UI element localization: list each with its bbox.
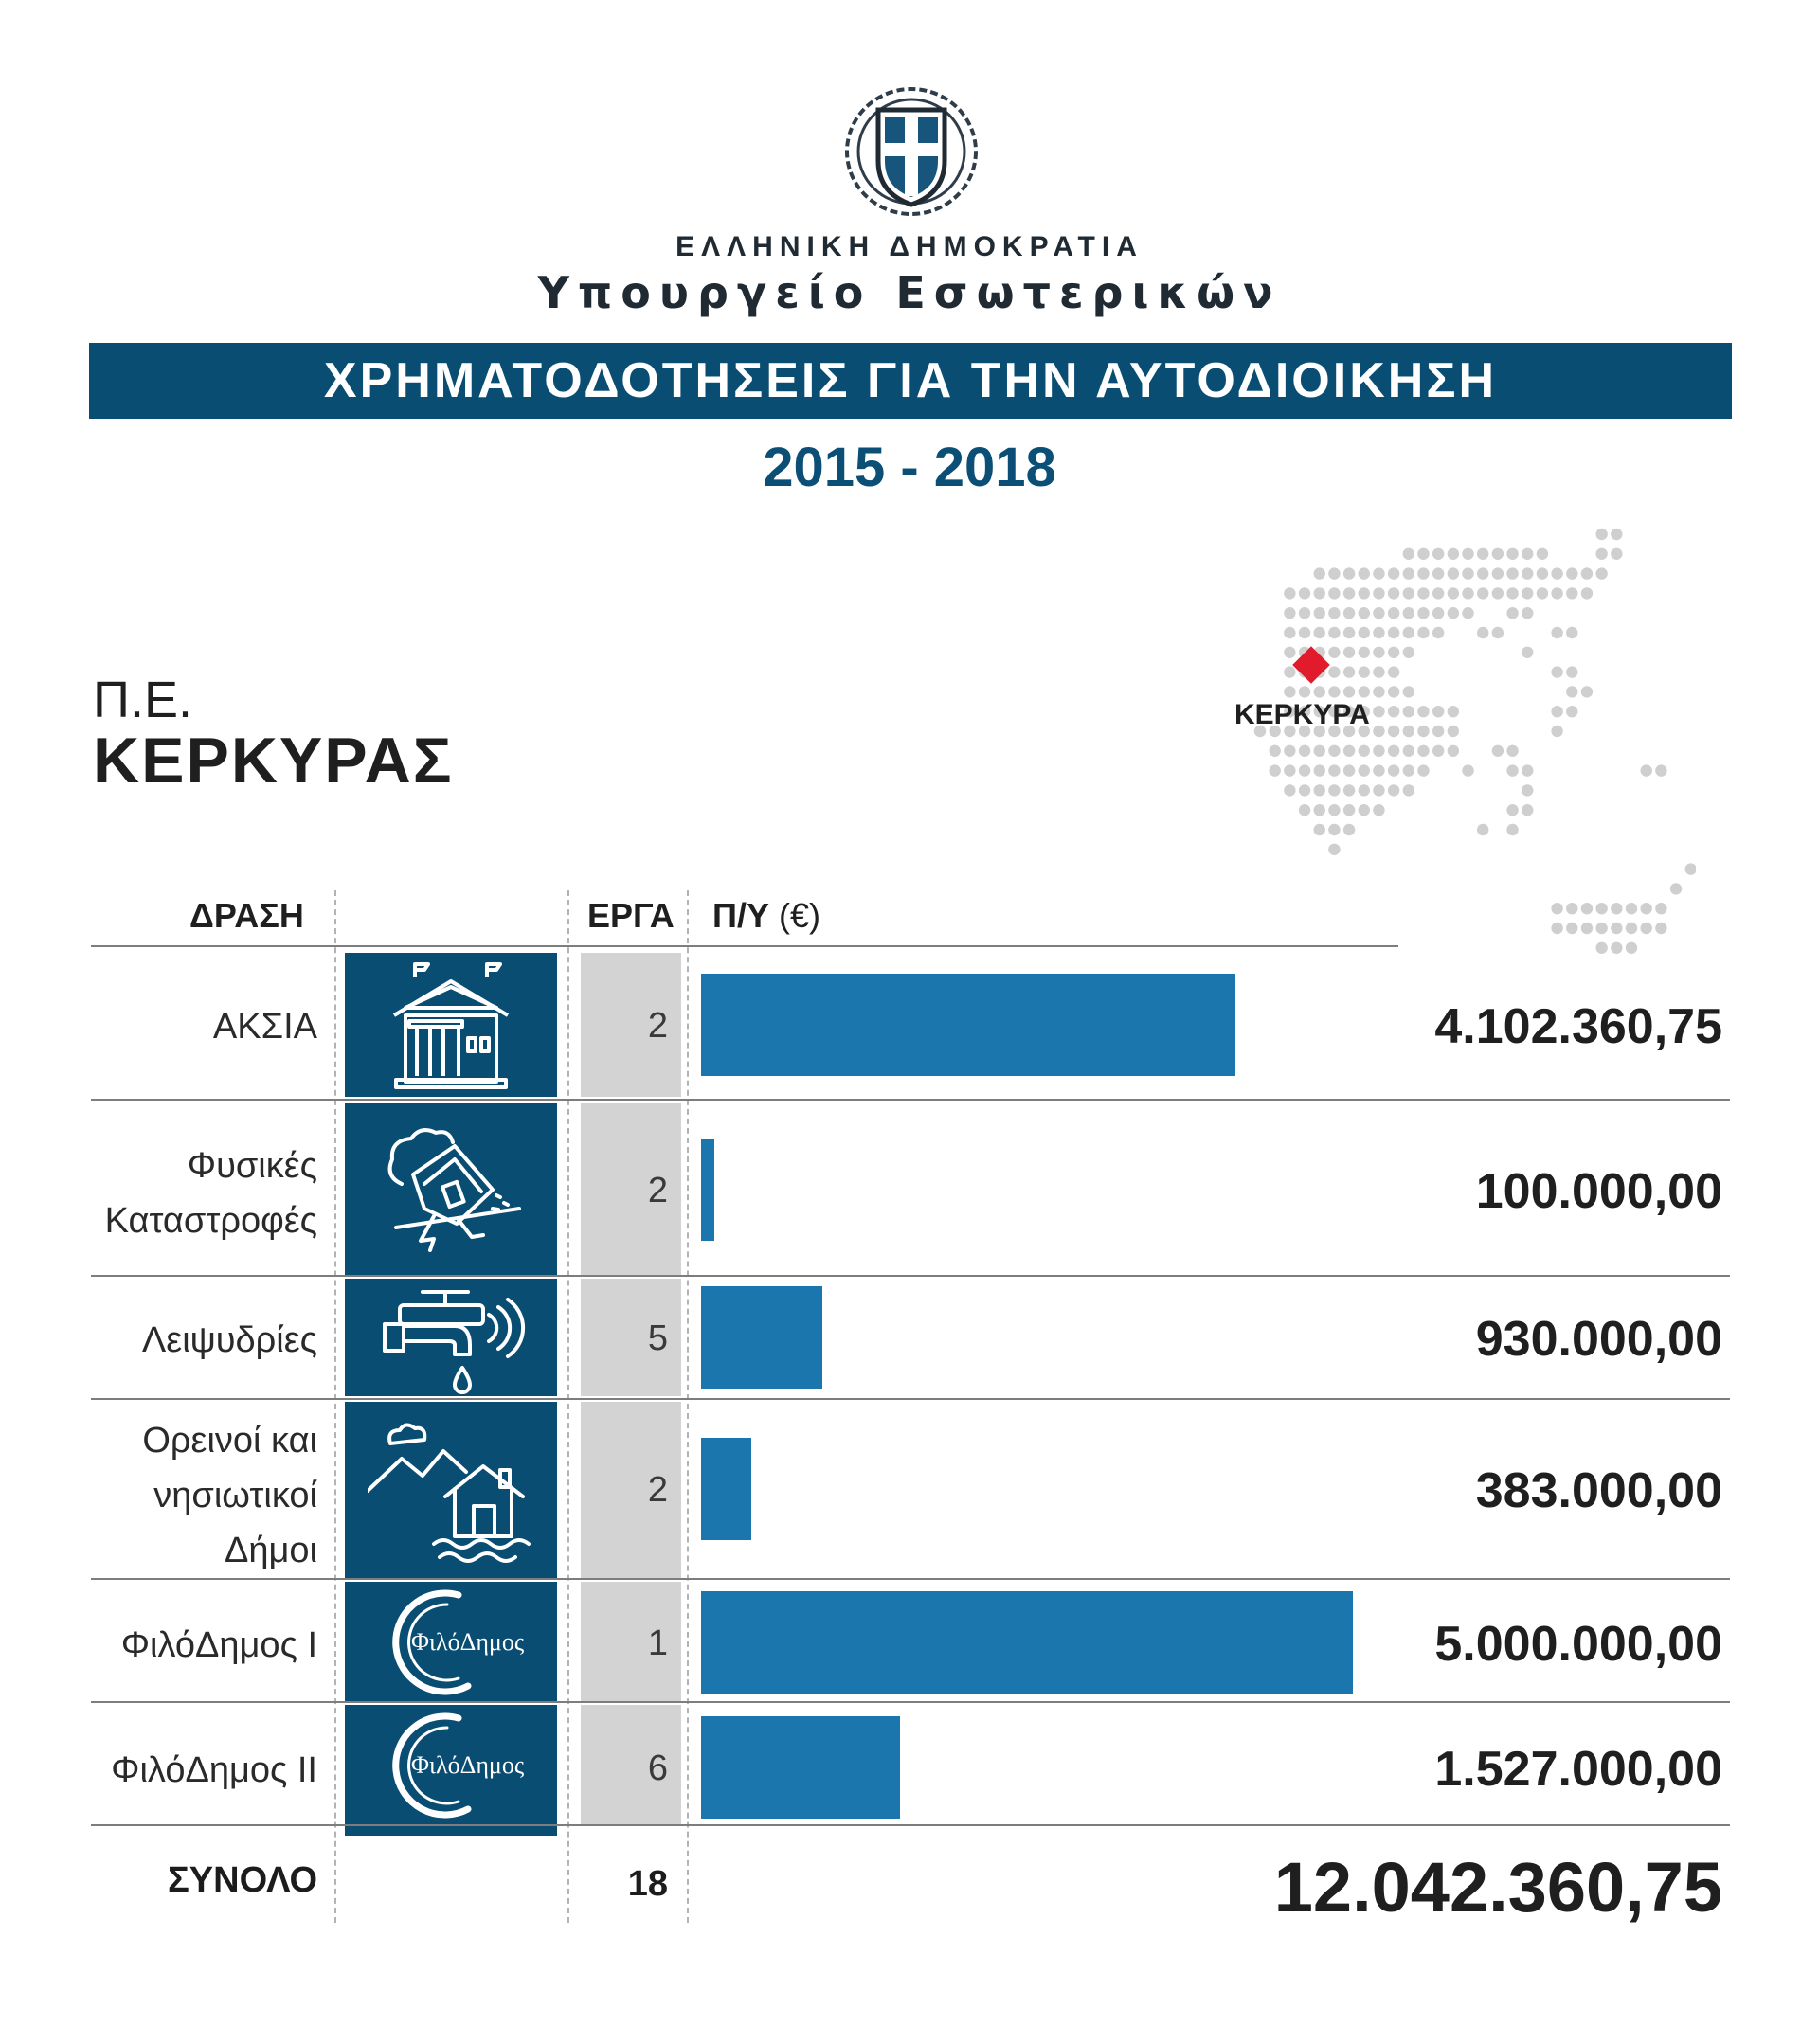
map-dot — [1359, 607, 1370, 619]
row-budget-value: 383.000,00 — [1475, 1463, 1722, 1518]
map-dot — [1314, 745, 1325, 757]
row-label-line: Καταστροφές — [104, 1201, 317, 1241]
row-label-line: ΦιλόΔημος ΙΙ — [111, 1750, 317, 1790]
map-dot — [1328, 686, 1340, 697]
map-dot — [1343, 686, 1355, 697]
column-header-budget — [712, 896, 820, 936]
map-dot — [1432, 745, 1444, 757]
map-dot — [1373, 745, 1384, 757]
map-dot — [1417, 567, 1429, 579]
map-dot — [1448, 745, 1459, 757]
row-divider — [91, 1824, 1730, 1826]
map-dot — [1373, 804, 1384, 816]
row-label-line: Λειψυδρίες — [141, 1320, 317, 1360]
map-dot — [1328, 666, 1340, 677]
map-dot — [1269, 745, 1280, 757]
map-dot — [1373, 686, 1384, 697]
map-dot — [1566, 686, 1577, 697]
map-dot — [1403, 607, 1414, 619]
map-dot — [1373, 706, 1384, 717]
map-dot — [1388, 607, 1399, 619]
map-dot — [1328, 784, 1340, 796]
map-dot — [1359, 627, 1370, 638]
map-dot — [1492, 567, 1504, 579]
map-dot — [1359, 686, 1370, 697]
map-dot — [1343, 804, 1355, 816]
map-dot — [1328, 745, 1340, 757]
map-dot — [1343, 627, 1355, 638]
map-dot — [1522, 567, 1533, 579]
bar-filodimos-2 — [701, 1716, 900, 1819]
column-separator — [567, 890, 569, 1923]
map-dot — [1299, 764, 1310, 776]
map-dot — [1373, 647, 1384, 658]
map-dot — [1328, 587, 1340, 599]
map-dot — [1432, 627, 1444, 638]
map-dot — [1432, 548, 1444, 560]
map-dot — [1685, 863, 1696, 874]
map-dot — [1506, 824, 1518, 835]
map-dot — [1388, 647, 1399, 658]
map-dot — [1506, 607, 1518, 619]
map-dot — [1417, 706, 1429, 717]
map-dot — [1284, 764, 1295, 776]
map-dot — [1477, 587, 1488, 599]
map-dot — [1388, 666, 1399, 677]
period-years: 2015 - 2018 — [763, 437, 1056, 498]
map-dot — [1359, 745, 1370, 757]
map-dot — [1448, 726, 1459, 737]
map-dot — [1595, 903, 1607, 914]
map-dot — [1403, 764, 1414, 776]
row-label — [57, 1618, 317, 1673]
row-project-count: 1 — [647, 1623, 668, 1663]
row-project-count: 2 — [647, 1006, 668, 1046]
map-dot — [1581, 903, 1593, 914]
map-dot — [1373, 607, 1384, 619]
map-dot — [1373, 587, 1384, 599]
map-dot — [1388, 764, 1399, 776]
budget-header-label: Π/Υ — [712, 896, 770, 935]
map-dot — [1626, 923, 1637, 934]
map-dot — [1506, 587, 1518, 599]
map-dot — [1492, 627, 1504, 638]
map-dot — [1448, 607, 1459, 619]
map-dot — [1566, 567, 1577, 579]
map-dot — [1670, 883, 1682, 894]
map-dot — [1611, 529, 1622, 540]
map-dot — [1492, 587, 1504, 599]
filodimos-logo-text: ΦιλόΔημος — [411, 1628, 525, 1656]
map-dot — [1655, 903, 1666, 914]
row-project-count: 2 — [647, 1171, 668, 1210]
map-dot — [1343, 647, 1355, 658]
map-dot — [1506, 548, 1518, 560]
header-divider — [91, 945, 1398, 947]
map-dot — [1640, 923, 1651, 934]
map-dot — [1477, 824, 1488, 835]
region-prefix: Π.Ε. — [93, 672, 193, 728]
map-dot — [1462, 567, 1473, 579]
map-dot — [1314, 567, 1325, 579]
map-dot — [1417, 726, 1429, 737]
map-dot — [1595, 942, 1607, 954]
map-dot — [1506, 764, 1518, 776]
map-dot — [1566, 666, 1577, 677]
row-budget-value: 4.102.360,75 — [1434, 999, 1722, 1054]
total-budget-value: 12.042.360,75 — [1273, 1848, 1722, 1927]
map-dot — [1328, 627, 1340, 638]
map-dot — [1417, 764, 1429, 776]
map-dot — [1551, 923, 1562, 934]
map-dot — [1299, 804, 1310, 816]
column-separator — [687, 890, 689, 1923]
map-dot — [1284, 607, 1295, 619]
map-dot — [1611, 903, 1622, 914]
map-dot — [1373, 627, 1384, 638]
bar-natural-disasters — [701, 1139, 714, 1241]
map-dot — [1477, 567, 1488, 579]
map-dot — [1551, 903, 1562, 914]
row-label — [57, 999, 317, 1054]
map-dot — [1359, 587, 1370, 599]
row-budget-value: 5.000.000,00 — [1434, 1617, 1722, 1672]
row-divider — [91, 1578, 1730, 1580]
map-dot — [1359, 647, 1370, 658]
map-dot — [1581, 923, 1593, 934]
republic-title: ΕΛΛΗΝΙΚΗ ΔΗΜΟΚΡΑΤΙΑ — [675, 231, 1144, 262]
map-dot — [1595, 923, 1607, 934]
map-dot — [1373, 567, 1384, 579]
map-dot — [1640, 764, 1651, 776]
row-label — [57, 1743, 317, 1798]
map-dot — [1284, 784, 1295, 796]
map-dot — [1522, 784, 1533, 796]
map-dot — [1492, 548, 1504, 560]
bar-mountain-island — [701, 1438, 751, 1540]
map-dot — [1551, 587, 1562, 599]
map-dot — [1506, 804, 1518, 816]
map-dot — [1477, 548, 1488, 560]
map-dot — [1343, 607, 1355, 619]
map-dot — [1299, 587, 1310, 599]
water-tap-icon — [368, 1282, 534, 1400]
map-dot — [1655, 764, 1666, 776]
map-dot — [1403, 548, 1414, 560]
map-dot — [1388, 745, 1399, 757]
row-budget-value: 930.000,00 — [1475, 1312, 1722, 1367]
row-budget-value: 1.527.000,00 — [1434, 1742, 1722, 1797]
map-dot — [1314, 686, 1325, 697]
map-dot — [1417, 607, 1429, 619]
map-dot — [1462, 607, 1473, 619]
map-dot — [1403, 784, 1414, 796]
map-dot — [1284, 587, 1295, 599]
map-dot — [1551, 706, 1562, 717]
map-dot — [1343, 567, 1355, 579]
town-hall-icon — [368, 959, 534, 1091]
map-dot — [1359, 784, 1370, 796]
row-divider — [91, 1275, 1730, 1277]
map-dot — [1403, 587, 1414, 599]
map-dot — [1359, 804, 1370, 816]
map-dot — [1314, 764, 1325, 776]
map-dot — [1581, 567, 1593, 579]
map-dot — [1284, 686, 1295, 697]
map-dot — [1522, 647, 1533, 658]
map-dot — [1551, 726, 1562, 737]
map-dot — [1448, 548, 1459, 560]
row-label-line: Ορεινοί και — [142, 1421, 317, 1461]
map-dot — [1522, 804, 1533, 816]
map-dot — [1359, 567, 1370, 579]
map-dot — [1566, 627, 1577, 638]
map-dot — [1462, 587, 1473, 599]
map-dot — [1611, 923, 1622, 934]
mountain-island-house-icon — [368, 1417, 534, 1569]
map-dot — [1388, 706, 1399, 717]
map-dot — [1551, 666, 1562, 677]
map-dot — [1343, 587, 1355, 599]
map-dot — [1566, 587, 1577, 599]
map-dot — [1388, 567, 1399, 579]
map-dot — [1403, 567, 1414, 579]
map-dot — [1477, 627, 1488, 638]
row-label — [57, 1413, 317, 1578]
map-dot — [1462, 764, 1473, 776]
map-dot — [1343, 824, 1355, 835]
map-dot — [1566, 923, 1577, 934]
map-dot — [1373, 726, 1384, 737]
map-dot — [1417, 745, 1429, 757]
map-dot — [1640, 903, 1651, 914]
row-divider — [91, 1398, 1730, 1400]
row-divider — [91, 1099, 1730, 1101]
map-dot — [1611, 548, 1622, 560]
map-dot — [1388, 587, 1399, 599]
map-dot — [1432, 607, 1444, 619]
map-dot — [1462, 548, 1473, 560]
map-dot — [1284, 627, 1295, 638]
banner-title: ΧΡΗΜΑΤΟΔΟΤΗΣΕΙΣ ΓΙΑ ΤΗΝ ΑΥΤΟΔΙΟΙΚΗΣΗ — [323, 353, 1498, 408]
map-dot — [1506, 567, 1518, 579]
map-dot — [1403, 706, 1414, 717]
region-name: ΚΕΡΚΥΡΑΣ — [93, 725, 454, 797]
map-dot — [1328, 764, 1340, 776]
bar-filodimos-1 — [701, 1591, 1353, 1694]
map-dot — [1537, 548, 1548, 560]
budget-header-unit: (€) — [779, 896, 821, 935]
map-dot — [1269, 764, 1280, 776]
map-dot — [1432, 567, 1444, 579]
map-dot — [1328, 824, 1340, 835]
map-dot — [1551, 567, 1562, 579]
row-project-count: 6 — [647, 1748, 668, 1788]
row-project-count: 5 — [647, 1318, 668, 1358]
map-dot — [1343, 745, 1355, 757]
map-dot — [1655, 923, 1666, 934]
filodimos-logo-text: ΦιλόΔημος — [411, 1751, 525, 1779]
total-project-count: 18 — [627, 1864, 668, 1904]
map-dot — [1522, 548, 1533, 560]
row-label — [57, 1313, 317, 1368]
map-dot — [1403, 647, 1414, 658]
map-dot — [1373, 666, 1384, 677]
map-dot — [1373, 764, 1384, 776]
map-dot — [1403, 745, 1414, 757]
map-dot — [1448, 706, 1459, 717]
map-dot — [1299, 745, 1310, 757]
map-dot — [1314, 607, 1325, 619]
map-dot — [1284, 666, 1295, 677]
greece-dot-map — [1222, 511, 1696, 1004]
bar-water-shortage — [701, 1286, 822, 1389]
map-dot — [1522, 764, 1533, 776]
map-dot — [1388, 784, 1399, 796]
map-dot — [1611, 942, 1622, 954]
map-dot — [1581, 686, 1593, 697]
map-dot — [1388, 726, 1399, 737]
map-dot — [1284, 745, 1295, 757]
map-dot — [1432, 587, 1444, 599]
map-dot — [1359, 666, 1370, 677]
map-dot — [1581, 587, 1593, 599]
map-dot — [1448, 587, 1459, 599]
map-dot — [1314, 804, 1325, 816]
column-header-projects: ΕΡΓΑ — [587, 896, 675, 935]
column-header-action: ΔΡΑΣΗ — [189, 896, 304, 935]
map-dot — [1448, 567, 1459, 579]
filodimos-logo-icon — [368, 1707, 534, 1824]
row-label — [57, 1139, 317, 1248]
map-dot — [1328, 844, 1340, 855]
row-label-line: ΑΚΣΙΑ — [212, 1007, 317, 1047]
map-dot — [1343, 764, 1355, 776]
map-dot — [1299, 627, 1310, 638]
row-label-line: νησιωτικοί — [153, 1476, 317, 1515]
map-dot — [1522, 587, 1533, 599]
map-dot — [1299, 686, 1310, 697]
row-label-line: ΦιλόΔημος Ι — [120, 1625, 317, 1665]
map-dot — [1506, 745, 1518, 757]
map-dot — [1492, 745, 1504, 757]
map-dot — [1522, 607, 1533, 619]
map-dot — [1359, 764, 1370, 776]
map-dot — [1417, 627, 1429, 638]
map-dot — [1388, 627, 1399, 638]
map-dot — [1314, 627, 1325, 638]
hellenic-emblem-icon — [840, 83, 982, 221]
map-dot — [1595, 548, 1607, 560]
map-dot — [1343, 784, 1355, 796]
map-dot — [1626, 903, 1637, 914]
map-dot — [1432, 706, 1444, 717]
map-dot — [1314, 824, 1325, 835]
natural-disaster-icon — [368, 1118, 534, 1260]
map-dot — [1299, 784, 1310, 796]
map-dot — [1626, 942, 1637, 954]
map-dot — [1537, 567, 1548, 579]
map-dot — [1432, 726, 1444, 737]
map-dot — [1284, 647, 1295, 658]
map-dot — [1566, 903, 1577, 914]
map-dot — [1537, 587, 1548, 599]
row-label-line: Δήμοι — [225, 1531, 317, 1570]
map-dot — [1403, 726, 1414, 737]
map-dot — [1388, 686, 1399, 697]
map-dot — [1314, 587, 1325, 599]
total-label: ΣΥΝΟΛΟ — [167, 1860, 317, 1900]
filodimos-logo-icon — [368, 1584, 534, 1701]
map-dot — [1328, 647, 1340, 658]
map-dot — [1328, 607, 1340, 619]
ministry-title: Υπουργείο Εσωτερικών — [537, 267, 1282, 318]
row-label-line: Φυσικές — [187, 1146, 317, 1186]
map-dot — [1373, 784, 1384, 796]
row-project-count: 2 — [647, 1470, 668, 1510]
map-dot — [1299, 607, 1310, 619]
map-dot — [1403, 686, 1414, 697]
map-dot — [1328, 804, 1340, 816]
map-dot — [1403, 627, 1414, 638]
row-budget-value: 100.000,00 — [1475, 1164, 1722, 1219]
map-dot — [1417, 548, 1429, 560]
map-dot — [1343, 666, 1355, 677]
row-divider — [91, 1701, 1730, 1703]
map-dot — [1328, 567, 1340, 579]
map-location-label: ΚΕΡΚΥΡΑ — [1234, 699, 1370, 730]
column-separator — [334, 890, 336, 1923]
map-dot — [1551, 627, 1562, 638]
map-dot — [1595, 529, 1607, 540]
map-dot — [1417, 587, 1429, 599]
map-dot — [1314, 784, 1325, 796]
bar-aksia — [701, 974, 1235, 1076]
map-dot — [1566, 706, 1577, 717]
map-dot — [1595, 567, 1607, 579]
